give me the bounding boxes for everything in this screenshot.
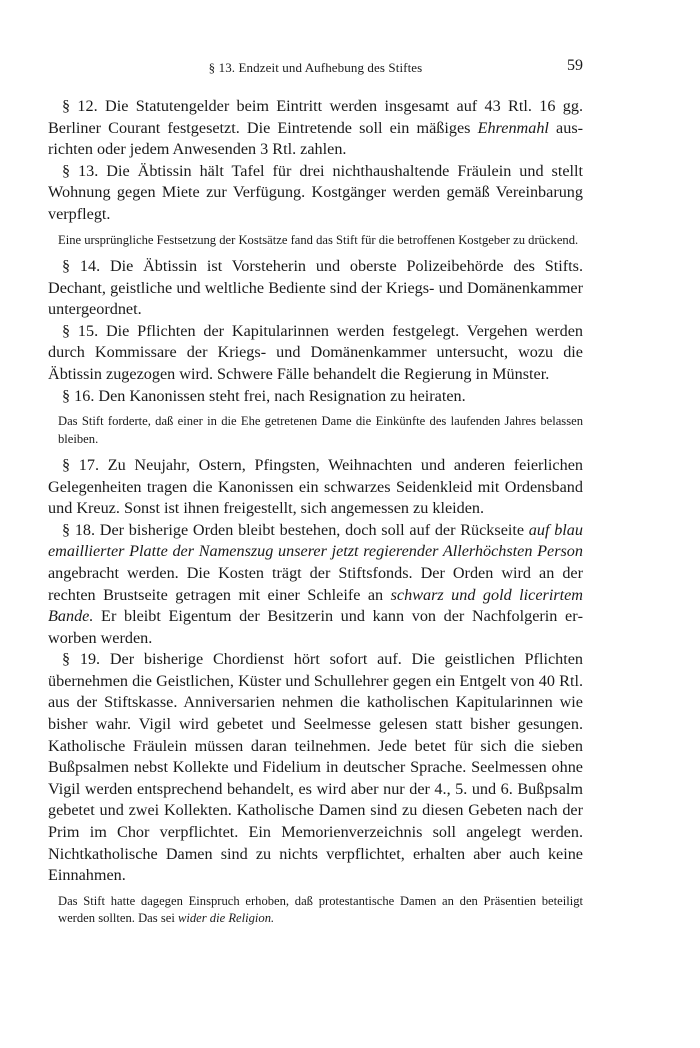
text-run: § 13. Die Äbtissin hält Tafel für drei nichthaushaltende Fräulein und stellt Wohnung gegen Miete zur Verfügung. Kostgänger werden gemäß Vereinbarung verpflegt. — [48, 161, 583, 223]
section-paragraph — [48, 161, 583, 226]
section-paragraph — [48, 455, 583, 520]
text-run: angebracht werden. Die Kosten trägt der Stiftsfonds. Der Orden wird an der rechten Brustseite getragen mit einer Schleife an — [48, 563, 583, 604]
page-body — [48, 96, 583, 935]
text-run: § 15. Die Pflichten der Kapitularinnen werden festgelegt. Vergehen werden durch Kommissare der Kriegs- und Domänenkammer untersucht, wozu die Äbtissin zugezogen wird. Schwere Fälle behandelt die Regierung in Münster. — [48, 321, 583, 383]
footnote-paragraph — [58, 232, 583, 249]
text-run: Das Stift hatte dagegen Einspruch erhoben, daß protestantische Damen an den Präsentien beteiligt werden sollten. Das sei — [58, 893, 583, 926]
section-paragraph — [48, 256, 583, 321]
text-run: § 14. Die Äbtissin ist Vorsteherin und oberste Polizeibehörde des Stifts. Dechant, geistliche und weltliche Bediente sind der Kriegs- und Domänenkammer untergeordnet. — [48, 256, 583, 319]
text-run: § 12. Die Statutengelder beim Eintritt werden insgesamt auf 43 Rtl. 16 gg. Berliner Courant festgesetzt. Die Eintretende soll ein mäßiges — [48, 97, 583, 137]
running-title: § 13. Endzeit und Aufhebung des Stiftes — [208, 60, 423, 75]
text-run: § 19. Der bisherige Chordienst hört sofort auf. Die geistlichen Pflichten übernehmen die Geistlichen, Küster und Schullehrer gegen ein Entgelt von 40 Rtl. aus der Stiftskasse. Anniversarien nehmen die katholischen Kapitularinnen wie bisher wahr. Vigil wird gebetet und Seelmesse gelesen statt bisher gesungen. Katholische Fräulein müssen daran teilnehmen. Jede betet für sich die sieben Bußpsalmen nebst Kollekte und Fidelium in deutscher Sprache. Seelmessen ohne Vigil werden entsprechend behandelt, es wird aber nur der 4., 5. und 6. Bußpsalm gebetet und zwei Kollekten. Katholische Damen sind zu diesen Gebeten nach der Prim im Chor verpflichtet. Ein Memorienverzeichnis soll angelegt werden. Nichtkatholische Damen sind zu nichts verpflichtet, erhalten aber auch keine Einnahmen. — [48, 650, 583, 885]
italic-text: Ehrenmahl — [477, 118, 549, 137]
text-run: § 16. Den Kanonissen steht frei, nach Resignation zu heiraten. — [62, 386, 466, 405]
text-run: Er bleibt Eigentum der Besitzerin und kann von der Nachfolgerin erworben werden. — [48, 607, 583, 647]
italic-text: auf blau emaillierter Platte der Namenszug unserer jetzt regierender Allerhöchsten Person — [48, 520, 583, 561]
page-number: 59 — [567, 57, 583, 74]
text-run: § 18. Der bisherige Orden bleibt bestehen, doch soll auf der Rückseite — [62, 520, 529, 539]
section-paragraph — [48, 96, 583, 161]
section-paragraph — [48, 649, 583, 887]
section-paragraph — [48, 321, 583, 386]
italic-text: wider die Religion. — [177, 911, 275, 926]
footnote-paragraph — [58, 413, 583, 448]
section-paragraph — [48, 386, 583, 408]
text-run: Eine ursprüngliche Festsetzung der Kostsätze fand das Stift für die betroffenen Kostgeber zu drückend. — [58, 232, 579, 247]
page-header — [48, 57, 583, 77]
text-run: ausrichten oder jedem Anwesenden 3 Rtl. zahlen. — [48, 118, 584, 159]
text-run: Das Stift forderte, daß einer in die Ehe getretenen Dame die Einkünfte des laufenden Jahres belassen bleiben. — [58, 414, 583, 446]
italic-text: schwarz und gold licerirtem Bande. — [48, 585, 583, 626]
section-paragraph — [48, 520, 583, 650]
text-run: § 17. Zu Neujahr, Ostern, Pfingsten, Weihnachten und anderen feierlichen Gelegenheiten tragen die Kanonissen ein schwarzes Seidenkleid mit Ordensband und Kreuz. Sonst ist ihnen freigestellt, sich angemessen zu kleiden. — [48, 455, 583, 518]
footnote-paragraph — [58, 893, 583, 928]
